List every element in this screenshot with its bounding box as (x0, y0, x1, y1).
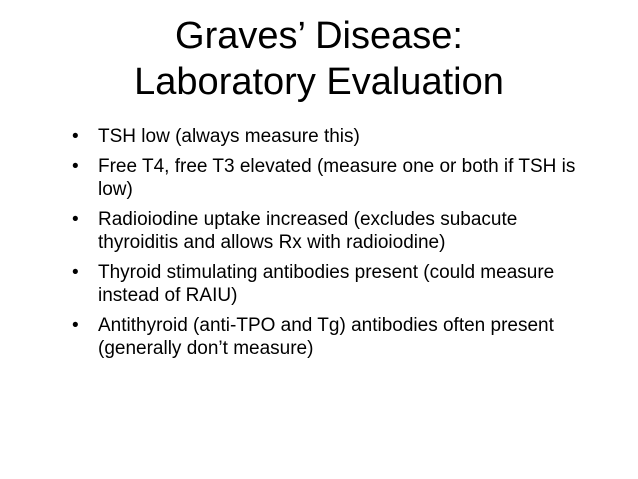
bullet-text: TSH low (always measure this) (98, 126, 360, 147)
bullet-dot-icon: • (72, 262, 79, 283)
bullet-text: Thyroid stimulating antibodies present (could measure instead of RAIU) (98, 262, 555, 306)
bullet-dot-icon: • (72, 156, 79, 177)
slide-title (0, 13, 638, 105)
bullet-item (72, 314, 592, 360)
bullet-text: Radioiodine uptake increased (excludes subacute thyroiditis and allows Rx with radioiodine) (98, 209, 518, 253)
bullet-dot-icon: • (72, 126, 79, 147)
bullet-text: Antithyroid (anti-TPO and Tg) antibodies often present (generally don’t measure) (98, 315, 554, 359)
bullet-text: Free T4, free T3 elevated (measure one or both if TSH is low) (98, 156, 576, 200)
bullet-item (72, 261, 592, 307)
bullet-dot-icon: • (72, 315, 79, 336)
slide-title-line-2: Laboratory Evaluation (134, 61, 504, 103)
bullet-item (72, 155, 592, 201)
slide-title-line-1: Graves’ Disease: (175, 15, 463, 57)
bullet-list (72, 125, 592, 367)
bullet-dot-icon: • (72, 209, 79, 230)
bullet-item (72, 208, 592, 254)
bullet-item (72, 125, 592, 148)
